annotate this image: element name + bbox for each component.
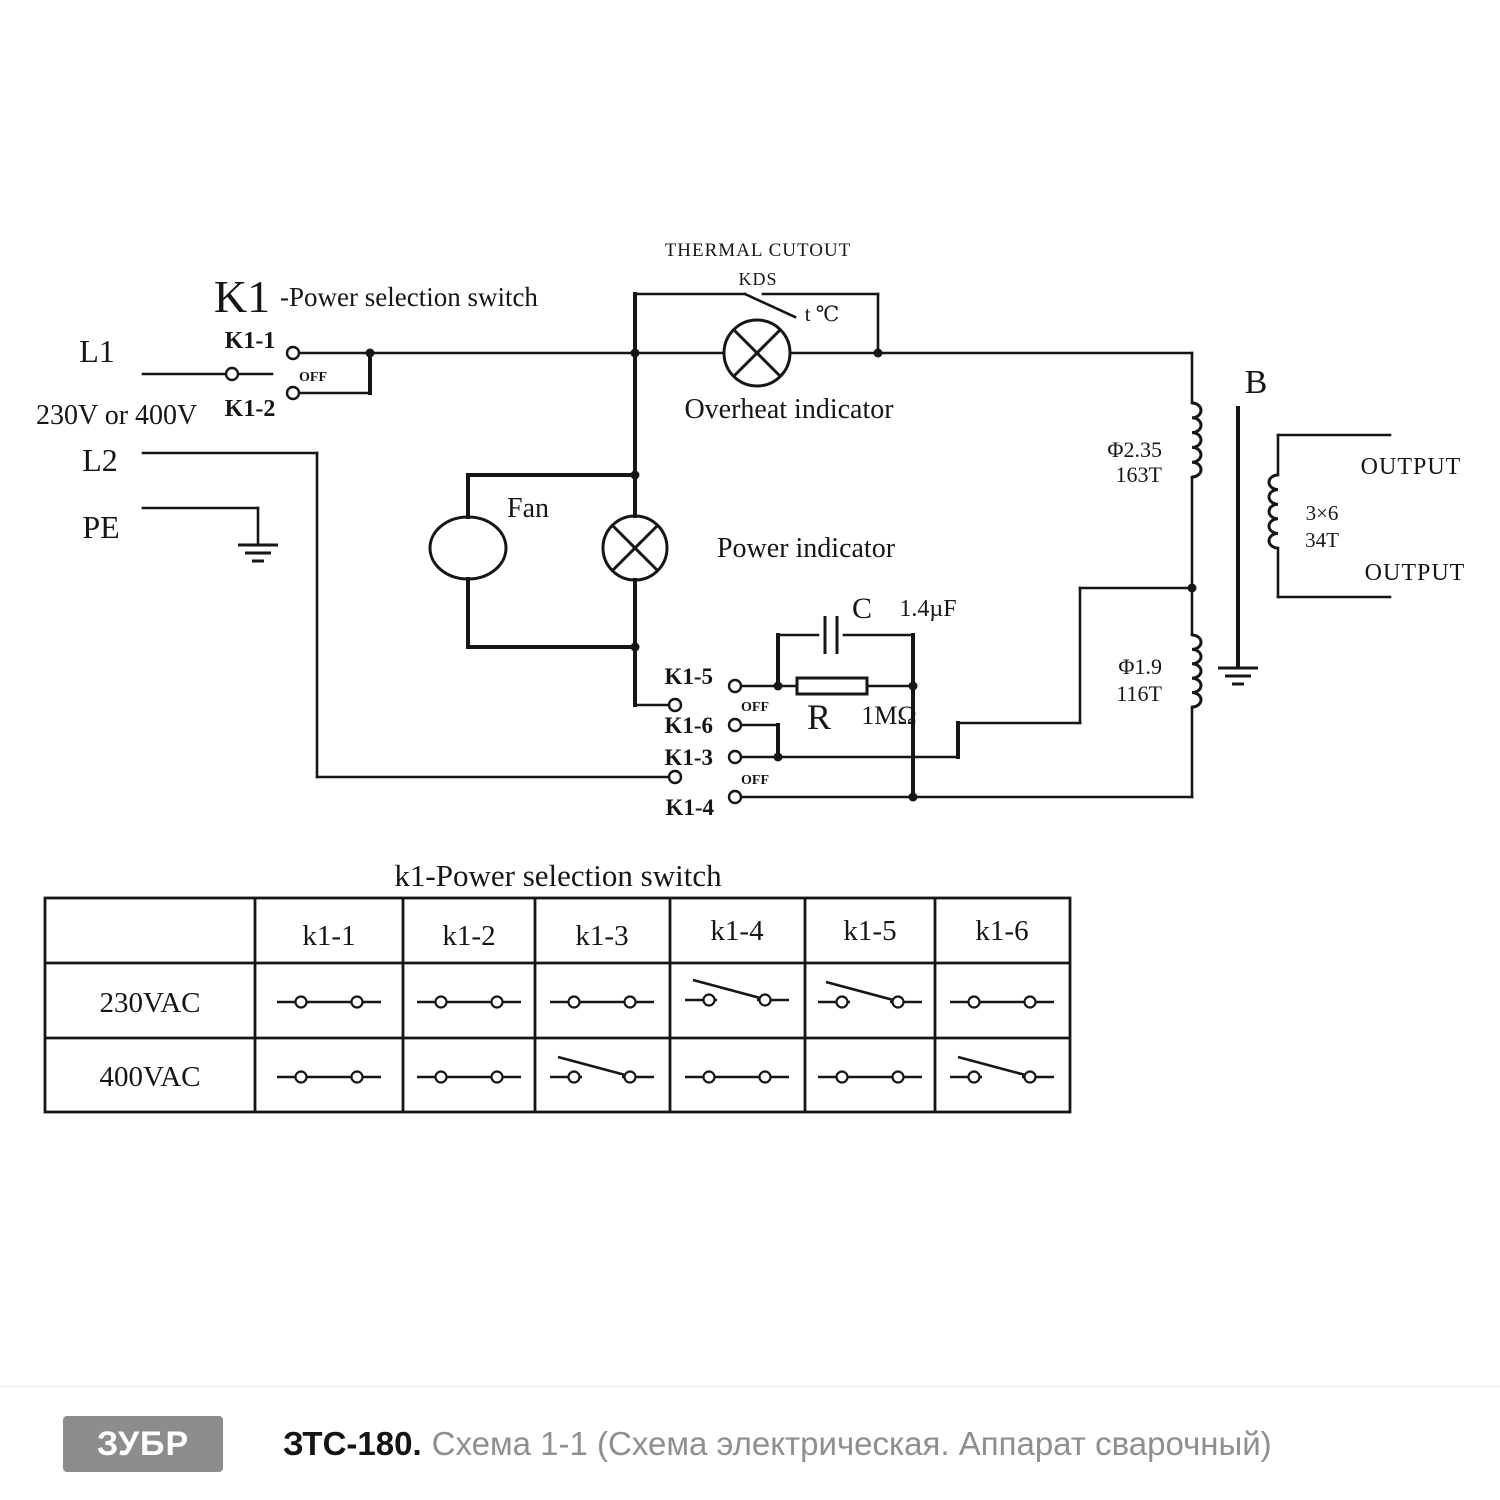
capacitor-value-label: 1.4µF [899, 596, 957, 622]
secondary-wire-label: 3×6 [1305, 501, 1339, 525]
winding2-turns-label: 116T [1116, 681, 1162, 706]
output-bottom-label: OUTPUT [1364, 560, 1466, 586]
thermal-cutout-label: THERMAL CUTOUT [664, 240, 852, 261]
l1-label: L1 [79, 333, 115, 369]
switch-symbol-230vac-k1-2 [417, 997, 521, 1008]
footer-caption [283, 1425, 1272, 1463]
model-number: ЗТС-180. [283, 1425, 422, 1462]
overheat-indicator-lamp [724, 320, 790, 386]
table-col-k1-4: k1-4 [710, 915, 764, 947]
pe-ground-symbol [238, 545, 278, 561]
switch-symbol-400vac-k1-1 [277, 1072, 381, 1083]
table-title: k1-Power selection switch [394, 858, 722, 893]
off-mid-label: OFF [741, 700, 769, 715]
switch-symbol-230vac-k1-3 [550, 997, 654, 1008]
secondary-turns-label: 34T [1305, 528, 1339, 552]
transformer-label: B [1244, 364, 1268, 401]
transformer-core [1218, 408, 1258, 684]
transformer-secondary-winding [1269, 475, 1278, 548]
table-col-k1-6: k1-6 [975, 915, 1029, 947]
selection-table [45, 858, 1070, 1112]
k1-1-label: K1-1 [224, 328, 276, 354]
power-indicator-lamp [603, 516, 667, 580]
table-row-230vac: 230VAC [99, 987, 201, 1019]
switch-symbol-400vac-k1-4 [685, 1072, 789, 1083]
table-col-k1-2: k1-2 [442, 920, 496, 952]
zubr-logo [63, 1416, 223, 1472]
switch-symbol-400vac-k1-3 [550, 1057, 654, 1083]
k1-title: K1 [213, 271, 271, 322]
footer [0, 1386, 1500, 1500]
switch-symbol-400vac-k1-5 [818, 1072, 922, 1083]
voltage-label: 230V or 400V [36, 400, 198, 431]
off-upper-label: OFF [299, 370, 327, 385]
k1-6-label: K1-6 [664, 713, 713, 738]
k1-2-label: K1-2 [224, 396, 276, 422]
fan-label: Fan [507, 493, 549, 524]
overheat-indicator-label: Overheat indicator [684, 394, 894, 425]
k1-3-label: K1-3 [664, 745, 713, 770]
capacitor-symbol [825, 616, 837, 654]
k1-5-label: K1-5 [664, 664, 713, 689]
resistor-symbol [797, 678, 867, 694]
switch-symbol-230vac-k1-5 [818, 982, 922, 1008]
k1-4-label: K1-4 [665, 795, 714, 820]
kds-label: KDS [738, 269, 778, 289]
output-top-label: OUTPUT [1360, 454, 1462, 480]
winding1-turns-label: 163T [1115, 462, 1162, 487]
transformer-primary-winding-1 [1192, 403, 1201, 477]
winding2-wire-label: Φ1.9 [1118, 654, 1162, 679]
table-col-k1-1: k1-1 [302, 920, 356, 952]
switch-symbol-230vac-k1-1 [277, 997, 381, 1008]
l2-label: L2 [82, 442, 118, 478]
capacitor-name-label: C [851, 592, 873, 625]
table-row-400vac: 400VAC [99, 1061, 201, 1093]
pe-label: PE [82, 509, 120, 545]
power-indicator-label: Power indicator [716, 533, 896, 564]
zubr-arrow-icon [0, 1387, 40, 1421]
table-col-k1-3: k1-3 [575, 920, 629, 952]
transformer-primary-winding-2 [1192, 635, 1201, 707]
fan-symbol [430, 517, 506, 579]
table-col-k1-5: k1-5 [843, 915, 897, 947]
schema-caption: Схема 1-1 (Схема электрическая. Аппарат сварочный) [431, 1425, 1272, 1462]
brand-name: ЗУБР [96, 1424, 190, 1463]
switch-symbol-400vac-k1-6 [950, 1057, 1054, 1083]
off-lower-label: OFF [741, 773, 769, 788]
switch-symbol-400vac-k1-2 [417, 1072, 521, 1083]
switch-symbol-230vac-k1-6 [950, 997, 1054, 1008]
winding1-wire-label: Φ2.35 [1107, 437, 1162, 462]
switch-symbol-230vac-k1-4 [685, 980, 789, 1006]
thermal-switch-label: t ℃ [804, 302, 840, 326]
resistor-value-label: 1MΩ [861, 701, 917, 730]
k1-subtitle: -Power selection switch [280, 282, 538, 312]
resistor-name-label: R [806, 697, 832, 737]
